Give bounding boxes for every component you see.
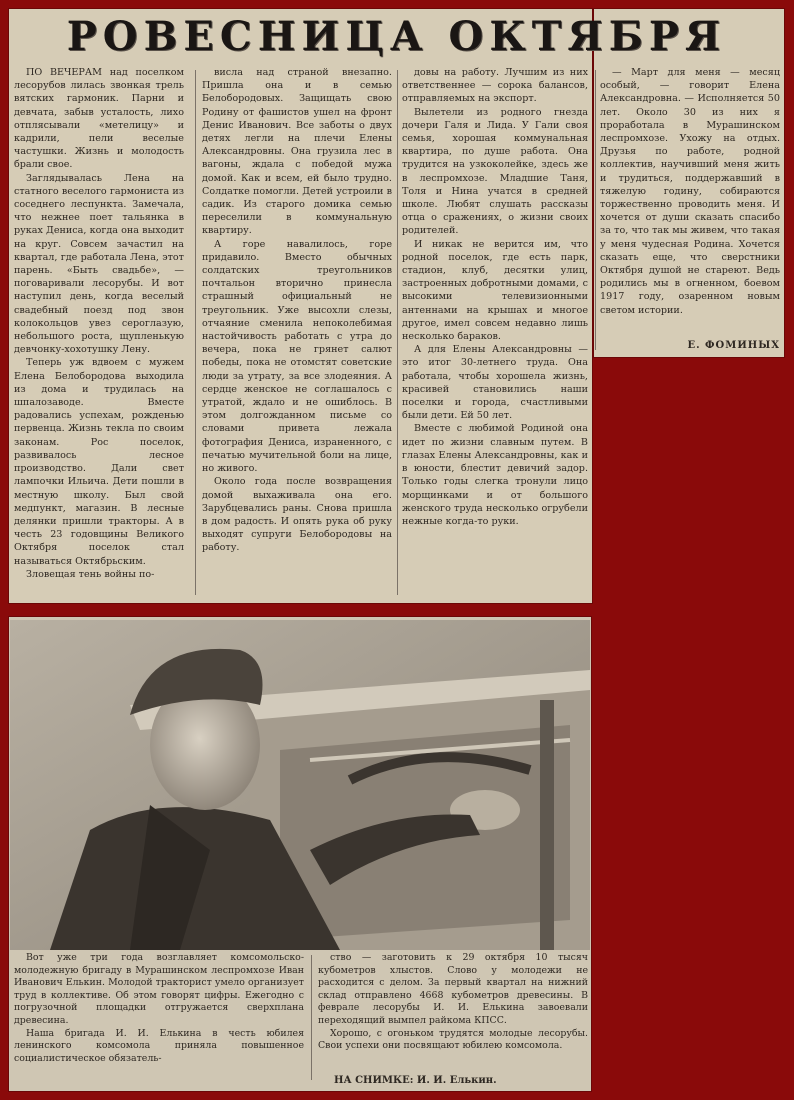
paragraph: И никак не верится им, что родной поселок, где есть парк, стадион, клуб, десятки улиц, застроенных добротными домами, с высокими телевизионными антеннами на крышах и многое другое, имел совсем недавно лишь несколько бараков. <box>402 238 588 343</box>
paragraph: — Март для меня — месяц особый, — говорит Елена Александровна. — Исполняется 50 лет. Около 30 из них я проработала в Мурашинском леспромхозе. Ухожу на отдых. Друзья по работе, родной коллектив, научивший меня жить и трудиться, поддержавший в тяжелую годину, собираются торжественно проводить меня. И хочется от души сказать спасибо за то, что так мы живем, что такая у меня чудесная Родина. Хочется сказать еще, что сверстники Октября душой не стареют. Ведь родились мы в огненном, боевом 1917 году, озаренном новым светом истории. <box>600 67 780 316</box>
caption-column-2 <box>318 952 588 1072</box>
article-column-4 <box>600 66 780 336</box>
paragraph: Вылетели из родного гнезда дочери Галя и Лида. У Гали своя семья, хорошая коммунальная квартира, по душе работа. Она трудится на узкоколейке, здесь же в леспромхозе. Младшие Таня, Толя и Нина учатся в средней школе. Любят слушать рассказы отца о сражениях, о жизни своих родителей. <box>402 106 588 237</box>
paragraph: Заглядывалась Лена на статного веселого гармониста из соседнего леспункта. Замечала, что нежнее поет тальянка в руках Дениса, когда она выходит на круг. Совсем зачастил на квартал, где работала Лена, этот парень. «Быть свадьбе», — поговаривали лесорубы. И вот наступил день, когда веселый свадебный поезд под звон колокольцов увез сероглазую, небольшого роста, щупленькую девчонку-хохотушку Лену. <box>14 172 184 356</box>
paragraph: Наша бригада И. И. Елькина в честь юбилея ленинского комсомола приняла повышенное социалистическое обязатель- <box>14 1027 304 1064</box>
column-divider <box>195 70 196 595</box>
caption-column-1 <box>14 952 304 1082</box>
photo-caption-credit: НА СНИМКЕ: И. И. Елькин. <box>334 1075 497 1086</box>
paragraph: Вот уже три года возглавляет комсомольско-молодежную бригаду в Мурашинском леспромхозе Иван Иванович Елькин. Молодой тракторист умело организует труд в коллективе. Об этом говорят цифры. Ежегодно с погрузочной площадки отгружается сверхплана древесина. <box>14 952 304 1026</box>
paragraph: довы на работу. Лучшим из них ответственнее — сорока балансов, отправляемых на экспорт. <box>402 67 588 105</box>
paragraph: Вместе с любимой Родиной она идет по жизни славным путем. В глазах Елены Александровны, как и в юности, блестит девичий задор. Только годы слегка тронули лицо морщинками и от большого женского труда несколько огрубели нежные когда-то руки. <box>402 423 588 527</box>
paragraph: Зловещая тень войны по- <box>26 568 155 580</box>
paragraph: Хорошо, с огоньком трудятся молодые лесорубы. Свои успехи они посвящают юбилею комсомола. <box>318 1027 588 1052</box>
paragraph: Теперь уж вдвоем с мужем Елена Белобородова выходила из дома и трудилась на шпалозаводе. Вместе радовались успехам, рожденью первенца. Жизнь текла по своим законам. Рос поселок, развивалось лесное производство. Дали свет лампочки Ильича. Дети пошли в местную школу. Был свой медпункт, магазин. В лесные делянки пришли тракторы. А в честь 23 годовщины Великого Октября поселок стал называться Октябрьским. <box>14 357 184 567</box>
paragraph: ПО ВЕЧЕРАМ над поселком лесорубов лилась звонкая трель вятских гармоник. Парни и девчата, забыв усталость, лихо отплясывали «метелицу» и кадрили, пели веселые частушки. Жизнь и молодость брали свое. <box>14 67 184 171</box>
paragraph: Около года после возвращения домой выхаживала она его. Зарубцевались раны. Снова пришла в дом радость. И опять рука об руку выходят супруги Белобородовы на работу. <box>202 476 392 554</box>
column-divider <box>397 70 398 595</box>
article-column-1 <box>14 66 184 598</box>
paragraph: ство — заготовить к 29 октября 10 тысяч кубометров хлыстов. Слово у молодежи не расходится с делом. За первый квартал на нижний склад отправлено 4668 кубометров древесины. В феврале лесорубы И. И. Елькина завоевали переходящий вымпел райкома КПСС. <box>318 952 588 1026</box>
paragraph: А горе навалилось, горе придавило. Вместо обычных солдатских треугольников почтальон вторично принесла страшный официальный не треугольник. Уже высохли слезы, отчаяние сменила непоколебимая настойчивость работать с утра до вечера, пока не грянет салют победы, пока не отомстят советские люди за утрату, за все злодеяния. А сердце женское не соглашалось с утратой, ждало и не ошиблось. В этом долгожданном письме со словами привета лежала фотография Дениса, израненного, с печатью мучительной боли на лице, но живого. <box>202 238 392 475</box>
paragraph: висла над страной внезапно. Пришла она и в семью Белобородовых. Защищать свою Родину от фашистов ушел на фронт Денис Иванович. Все заботы о двух детях легли на плечи Елены Александровны. Она грузила лес в вагоны, ждала с победой мужа домой. Как и всем, ей было трудно. Солдатке помогли. Детей устроили в садик. Из старого домика семью переселили в коммунальную квартиру. <box>202 67 392 237</box>
article-column-3 <box>402 66 588 598</box>
paragraph: А для Елены Александровны — это итог 30-летнего труда. Она работала, чтобы хорошела жизнь, красивей становились наши поселки и города, счастливыми были дети. Ей 50 лет. <box>402 344 588 422</box>
headline: РОВЕСНИЦА ОКТЯБРЯ <box>66 13 727 60</box>
author-signature: Е. ФОМИНЫХ <box>687 340 780 351</box>
photo <box>10 620 590 950</box>
portrait-photo-tractor-driver <box>10 620 590 950</box>
column-divider <box>311 955 312 1080</box>
column-divider <box>595 70 596 350</box>
article-column-2 <box>202 66 392 598</box>
